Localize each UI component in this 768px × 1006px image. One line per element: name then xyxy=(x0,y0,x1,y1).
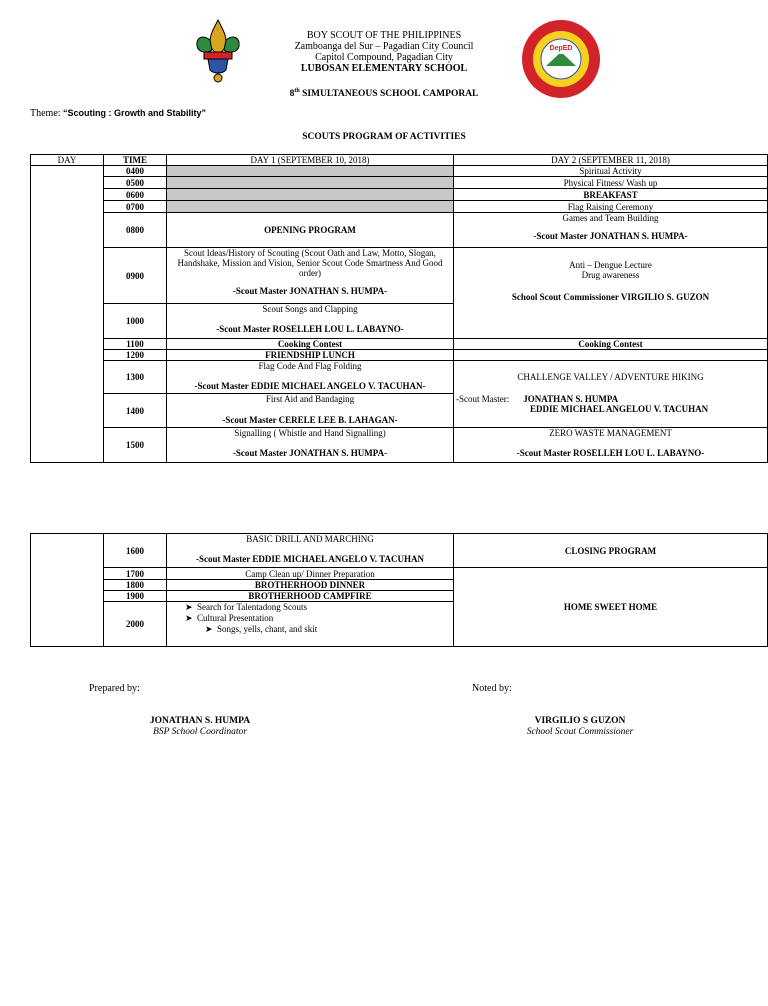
col-day2: DAY 2 (SEPTEMBER 11, 2018) xyxy=(454,155,768,166)
day2-0900: Anti – Dengue Lecture Drug awareness School Scout Commissioner VIRGILIO S. GUZON xyxy=(454,248,768,339)
time-1800: 1800 xyxy=(104,580,167,591)
day1-0400 xyxy=(167,166,454,177)
noted-label: Noted by: xyxy=(472,683,512,694)
day1-0800: OPENING PROGRAM xyxy=(167,213,454,248)
col-time: TIME xyxy=(104,155,167,166)
prepared-name: JONATHAN S. HUMPA xyxy=(149,716,251,726)
time-0600: 0600 xyxy=(104,189,167,201)
day1-1900: BROTHERHOOD CAMPFIRE xyxy=(167,591,454,602)
list-item: ➤ Cultural Presentation xyxy=(185,613,274,623)
header-council: Zamboanga del Sur – Pagadian City Council xyxy=(294,41,474,52)
time-1900: 1900 xyxy=(104,591,167,602)
time-1300: 1300 xyxy=(104,361,167,394)
day1-0600 xyxy=(167,189,454,201)
time-0500: 0500 xyxy=(104,177,167,189)
time-1200: 1200 xyxy=(104,350,167,361)
time-0400: 0400 xyxy=(104,166,167,177)
day1-0900: Scout Ideas/History of Scouting (Scout Oath and Law, Motto, Slogan, Handshake, Mission and Vision, Senior Scout Code Smartness And Good order) -Scout Master JONATHAN S. HUMPA- xyxy=(167,248,454,304)
day1-1000: Scout Songs and Clapping -Scout Master ROSELLEH LOU L. LABAYNO- xyxy=(167,304,454,339)
day2-1400: -Scout Master: JONATHAN S. HUMPA EDDIE MICHAEL ANGELOU V. TACUHAN xyxy=(454,394,768,428)
day-cell-2 xyxy=(31,534,104,647)
time-1100: 1100 xyxy=(104,339,167,350)
day2-1700: HOME SWEET HOME xyxy=(454,568,768,647)
header-address: Capitol Compound, Pagadian City xyxy=(315,52,453,63)
day2-0700: Flag Raising Ceremony xyxy=(454,201,768,213)
day2-1300: CHALLENGE VALLEY / ADVENTURE HIKING xyxy=(454,361,768,394)
day1-1400: First Aid and Bandaging -Scout Master CERELE LEE B. LAHAGAN- xyxy=(167,394,454,428)
day1-1700: Camp Clean up/ Dinner Preparation xyxy=(167,568,454,580)
day1-1800: BROTHERHOOD DINNER xyxy=(167,580,454,591)
col-day: DAY xyxy=(31,155,104,166)
day2-1600: CLOSING PROGRAM xyxy=(454,534,768,568)
time-0800: 0800 xyxy=(104,213,167,248)
time-0900: 0900 xyxy=(104,248,167,304)
list-item: ➤ Songs, yells, chant, and skit xyxy=(205,624,318,634)
day1-0500 xyxy=(167,177,454,189)
list-item: ➤ Search for Talentadong Scouts xyxy=(185,602,307,612)
day1-1600: BASIC DRILL AND MARCHING -Scout Master EDDIE MICHAEL ANGELO V. TACUHAN xyxy=(167,534,454,568)
col-day1: DAY 1 (SEPTEMBER 10, 2018) xyxy=(167,155,454,166)
day2-0500: Physical Fitness/ Wash up xyxy=(454,177,768,189)
day1-0700 xyxy=(167,201,454,213)
time-1600: 1600 xyxy=(104,534,167,568)
header-camporal: 8th SIMULTANEOUS SCHOOL CAMPORAL xyxy=(289,88,479,100)
time-1400: 1400 xyxy=(104,394,167,428)
day1-1200: FRIENDSHIP LUNCH xyxy=(167,350,454,361)
time-1000: 1000 xyxy=(104,304,167,339)
day1-2000 xyxy=(167,602,454,647)
day2-1200 xyxy=(454,350,768,361)
day2-0800: Games and Team Building -Scout Master JONATHAN S. HUMPA- xyxy=(454,213,768,248)
time-1500: 1500 xyxy=(104,428,167,463)
day2-0600: BREAKFAST xyxy=(454,189,768,201)
day1-1500: Signalling ( Whistle and Hand Signalling) -Scout Master JONATHAN S. HUMPA- xyxy=(167,428,454,463)
day2-1100: Cooking Contest xyxy=(454,339,768,350)
seal-deped-text: DepED xyxy=(549,45,573,52)
day1-1100: Cooking Contest xyxy=(167,339,454,350)
day1-1300: Flag Code And Flag Folding -Scout Master EDDIE MICHAEL ANGELO V. TACUHAN- xyxy=(167,361,454,394)
day-cell xyxy=(31,166,104,463)
header-school: LUBOSAN ELEMENTARY SCHOOL xyxy=(300,63,468,74)
time-0700: 0700 xyxy=(104,201,167,213)
prepared-title: BSP School Coordinator xyxy=(153,727,247,737)
day2-0400: Spiritual Activity xyxy=(454,166,768,177)
program-title: SCOUTS PROGRAM OF ACTIVITIES xyxy=(302,132,466,142)
day2-1500: ZERO WASTE MANAGEMENT -Scout Master ROSELLEH LOU L. LABAYNO- xyxy=(454,428,768,463)
activities-table-2 xyxy=(30,533,768,647)
noted-name: VIRGILIO S GUZON xyxy=(534,716,626,726)
activities-table-1 xyxy=(30,154,768,463)
time-2000: 2000 xyxy=(104,602,167,647)
time-1700: 1700 xyxy=(104,568,167,580)
prepared-label: Prepared by: xyxy=(89,683,140,694)
header-org: BOY SCOUT OF THE PHILIPPINES xyxy=(306,30,462,41)
noted-title: School Scout Commissioner xyxy=(526,727,634,737)
theme-line: Theme: “Scouting : Growth and Stability” xyxy=(30,108,207,119)
